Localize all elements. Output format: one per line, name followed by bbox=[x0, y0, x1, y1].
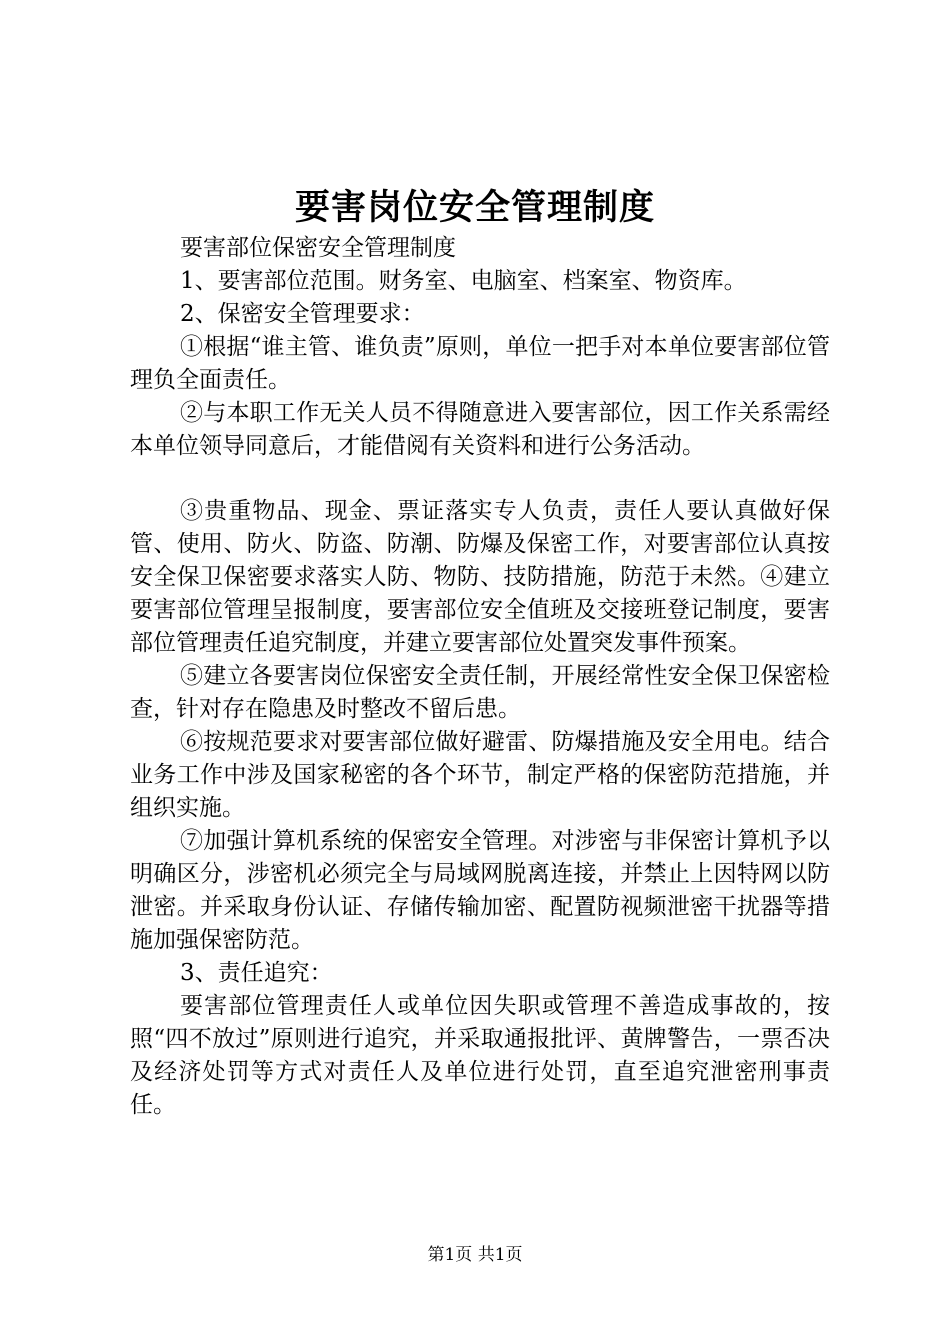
document-title: 要害岗位安全管理制度 bbox=[294, 187, 655, 228]
paragraph-item-7: ⑦加强计算机系统的保密安全管理。对涉密与非保密计算机予以明确区分，涉密机必须完全与局域网脱离连接，并禁止上因特网以防泄密。并采取身份认证、存储传输加密、配置防视频泄密干扰器等措施加强保密防范。 bbox=[130, 828, 830, 953]
paragraph-item-6: ⑥按规范要求对要害部位做好避雷、防爆措施及安全用电。结合业务工作中涉及国家秘密的各个环节，制定严格的保密防范措施，并组织实施。 bbox=[130, 729, 830, 821]
paragraph-requirements-heading: 2、保密安全管理要求： bbox=[180, 301, 425, 327]
paragraph-subtitle: 要害部位保密安全管理制度 bbox=[180, 235, 456, 261]
paragraph-accountability-heading: 3、责任追究： bbox=[180, 960, 333, 986]
paragraph-item-3-4: ③贵重物品、现金、票证落实专人负责，责任人要认真做好保管、使用、防火、防盗、防潮、防爆及保密工作，对要害部位认真按安全保卫保密要求落实人防、物防、技防措施，防范于未然。④建立要害部位管理呈报制度，要害部位安全值班及交接班登记制度，要害部位管理责任追究制度，并建立要害部位处置突发事件预案。 bbox=[130, 498, 830, 656]
paragraph-item-5: ⑤建立各要害岗位保密安全责任制，开展经常性安全保卫保密检查，针对存在隐患及时整改不留后患。 bbox=[130, 663, 830, 722]
paragraph-scope: 1、要害部位范围。财务室、电脑室、档案室、物资库。 bbox=[180, 268, 747, 294]
paragraph-item-2: ②与本职工作无关人员不得随意进入要害部位，因工作关系需经本单位领导同意后，才能借阅有关资料和进行公务活动。 bbox=[130, 400, 830, 459]
page-footer: 第1页 共1页 bbox=[427, 1245, 523, 1265]
paragraph-accountability: 要害部位管理责任人或单位因失职或管理不善造成事故的，按照“四不放过”原则进行追究，并采取通报批评、黄牌警告，一票否决及经济处罚等方式对责任人及单位进行处罚，直至追究泄密刑事责任。 bbox=[130, 993, 830, 1118]
paragraph-item-1: ①根据“谁主管、谁负责”原则，单位一把手对本单位要害部位管理负全面责任。 bbox=[130, 334, 830, 393]
document-body bbox=[130, 232, 830, 1122]
